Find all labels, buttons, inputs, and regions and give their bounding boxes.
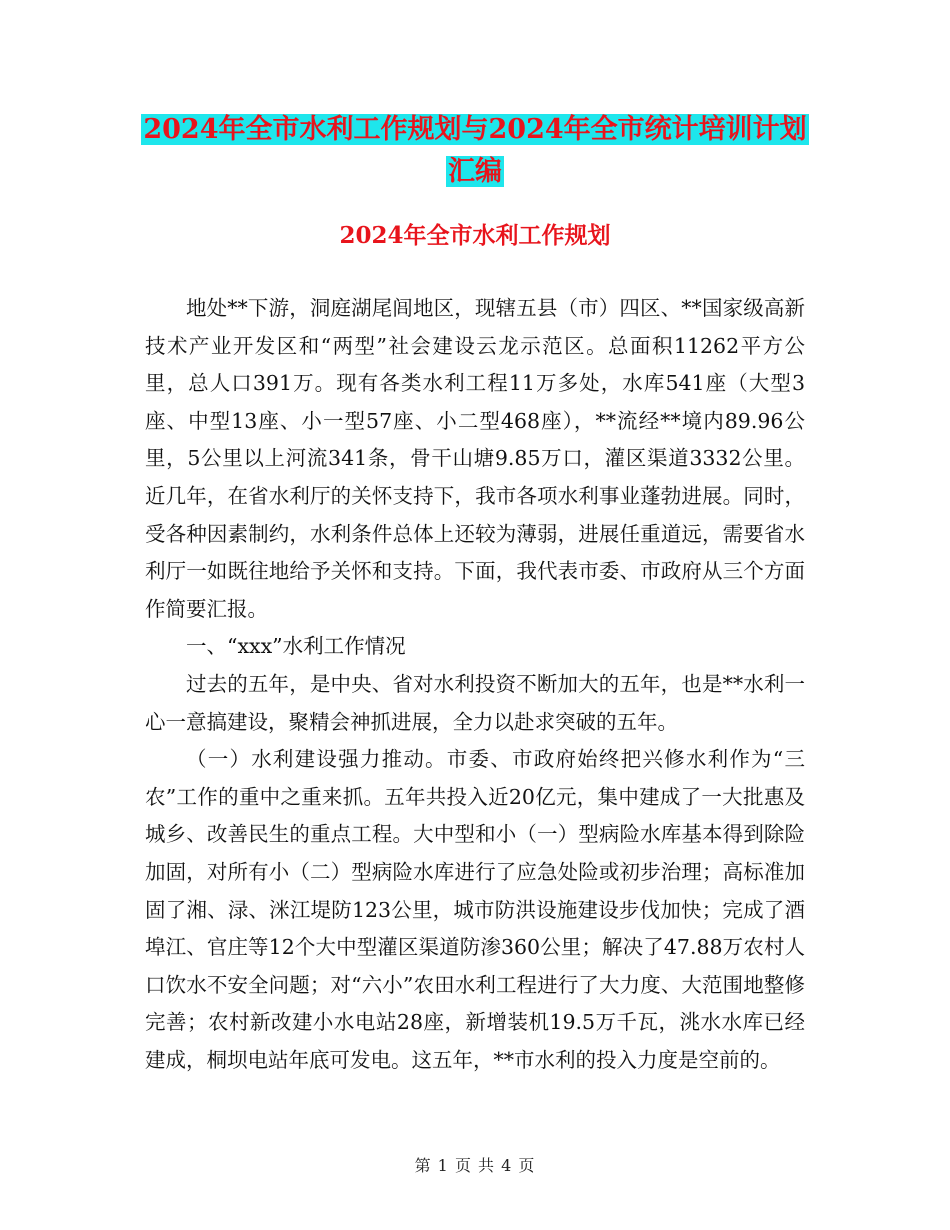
subsection-heading: 一、“xxx”水利工作情况 bbox=[186, 634, 406, 659]
paragraph-five-years: 过去的五年，是中央、省对水利投资不断加大的五年，也是**水利一心一意搞建设，聚精会神抓进展，全力以赴求突破的五年。 bbox=[145, 671, 805, 734]
document-title bbox=[0, 108, 950, 152]
paragraph-construction: （一）水利建设强力推动。市委、市政府始终把兴修水利作为“三农”工作的重中之重来抓。五年共投入近20亿元，集中建成了一大批惠及城乡、改善民生的重点工程。大中型和小（一）型病险水库基本得到除险加固，对所有小（二）型病险水库进行了应急处险或初步治理；高标准加固了湘、渌、洣江堤防123公里，城市防洪设施建设步伐加快；完成了酒埠江、官庄等12个大中型灌区渠道防渗360公里；解决了47.88万农村人口饮水不安全问题；对“六小”农田水利工程进行了大力度、大范围地整修完善；农村新改建小水电站28座，新增装机19.5万千瓦，洮水水库已经建成，桐坝电站年底可发电。这五年，**市水利的投入力度是空前的。 bbox=[145, 747, 805, 1072]
page-number-footer: 第 1 页 共 4 页 bbox=[414, 1156, 536, 1175]
document-body bbox=[145, 290, 805, 1079]
document-title-line-1: 2024年全市水利工作规划与2024年全市统计培训计划 bbox=[143, 114, 807, 145]
document-title-continued bbox=[0, 150, 950, 194]
paragraph-intro: 地处**下游，洞庭湖尾闾地区，现辖五县（市）四区、**国家级高新技术产业开发区和“两型”社会建设云龙示范区。总面积11262平方公里，总人口391万。现有各类水利工程11万多处，水库541座（大型3座、中型13座、小一型57座、小二型468座），**流经**境内89.96公里，5公里以上河流341条，骨干山塘9.85万口，灌区渠道3332公里。近几年，在省水利厅的关怀支持下，我市各项水利事业蓬勃进展。同时，受各种因素制约，水利条件总体上还较为薄弱，进展任重道远，需要省水利厅一如既往地给予关怀和支持。下面，我代表市委、市政府从三个方面作简要汇报。 bbox=[145, 296, 805, 621]
section-heading: 2024年全市水利工作规划 bbox=[339, 222, 611, 249]
document-title-line-2: 汇编 bbox=[448, 156, 502, 187]
